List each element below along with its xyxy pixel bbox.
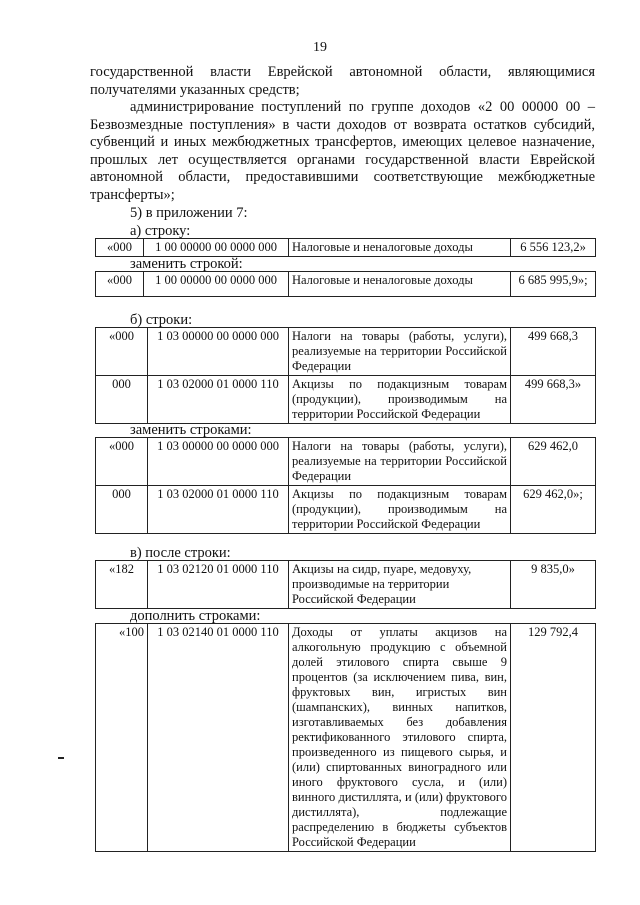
table-row [96, 239, 596, 257]
margin-mark [58, 757, 64, 759]
table-b-old [95, 327, 596, 424]
label-v-add: дополнить строками: [130, 608, 261, 624]
label-a-line: а) строку: [130, 223, 191, 239]
row-amount: 499 668,3 [511, 328, 596, 376]
row-name: Акцизы по подакцизным товарам (продукции), производимым на территории Российской Федерации [289, 486, 511, 534]
row-name: Налоги на товары (работы, услуги), реализуемые на территории Российской Федерации [289, 328, 511, 376]
table-row [96, 272, 596, 297]
row-amount: 629 462,0 [511, 438, 596, 486]
row-kbk: 1 03 02000 01 0000 110 [148, 486, 289, 534]
row-amount: 6 556 123,2» [511, 239, 596, 257]
label-b-replace: заменить строками: [130, 422, 252, 438]
table-v-add [95, 623, 596, 852]
table-row [96, 624, 596, 852]
row-kbk: 1 03 02000 01 0000 110 [148, 376, 289, 424]
row-code: 000 [96, 376, 148, 424]
row-name: Акцизы на сидр, пуаре, медовуху, производимые на территории Российской Федерации [289, 561, 511, 609]
paragraph-administration: администрирование поступлений по группе доходов «2 00 00000 00 – Безвозмездные поступления» в части доходов от возврата остатков субсидий, субвенций и иных межбюджетных трансфертов, имеющих целевое назначение, прошлых лет осуществляется органами государственной власти Еврейской автономной области, предоставившими соответствующие межбюджетные трансферты»; [90, 99, 595, 203]
row-kbk: 1 03 00000 00 0000 000 [148, 438, 289, 486]
row-code: «182 [96, 561, 148, 609]
row-code: «000 [96, 272, 144, 297]
table-b-new [95, 437, 596, 534]
row-kbk: 1 03 02120 01 0000 110 [148, 561, 289, 609]
row-amount: 6 685 995,9»; [511, 272, 596, 297]
table-v-after [95, 560, 596, 609]
row-amount: 629 462,0»; [511, 486, 596, 534]
row-name: Налоги на товары (работы, услуги), реализуемые на территории Российской Федерации [289, 438, 511, 486]
table-row [96, 486, 596, 534]
label-v-after: в) после строки: [130, 545, 231, 561]
table-a-new [95, 271, 596, 297]
paragraph-continuation: государственной власти Еврейской автономной области, являющимися получателями указанных средств; [90, 64, 595, 98]
page-number: 19 [313, 40, 327, 55]
row-kbk: 1 00 00000 00 0000 000 [144, 272, 289, 297]
row-kbk: 1 03 02140 01 0000 110 [148, 624, 289, 852]
row-code: «000 [96, 438, 148, 486]
row-name: Налоговые и неналоговые доходы [289, 239, 511, 257]
row-amount: 9 835,0» [511, 561, 596, 609]
row-code: «100 [96, 624, 148, 852]
table-row [96, 438, 596, 486]
paragraph-appendix-7: 5) в приложении 7: [130, 205, 248, 221]
row-kbk: 1 03 00000 00 0000 000 [148, 328, 289, 376]
row-kbk: 1 00 00000 00 0000 000 [144, 239, 289, 257]
table-row [96, 328, 596, 376]
table-a-old [95, 238, 596, 257]
row-amount: 129 792,4 [511, 624, 596, 852]
row-name: Налоговые и неналоговые доходы [289, 272, 511, 297]
label-a-replace: заменить строкой: [130, 256, 243, 272]
row-code: «000 [96, 239, 144, 257]
row-code: «000 [96, 328, 148, 376]
row-code: 000 [96, 486, 148, 534]
table-row [96, 376, 596, 424]
row-amount: 499 668,3» [511, 376, 596, 424]
table-row [96, 561, 596, 609]
label-b-lines: б) строки: [130, 312, 193, 328]
row-name: Акцизы по подакцизным товарам (продукции), производимым на территории Российской Федерации [289, 376, 511, 424]
row-name: Доходы от уплаты акцизов на алкогольную продукцию с объемной долей этилового спирта свыше 9 процентов (за исключением пива, вин, фруктовых вин, игристых вин (шампанских), винных напитков, изготавливаемых без добавления ректификованного этилового спирта, произведенного из пищевого сырья, и (или) спиртованных виноградного или иного фруктового сусла, и (или) винного дистиллята, и (или) фруктового дистиллята), подлежащие распределению в бюджеты субъектов Российской Федерации [289, 624, 511, 852]
